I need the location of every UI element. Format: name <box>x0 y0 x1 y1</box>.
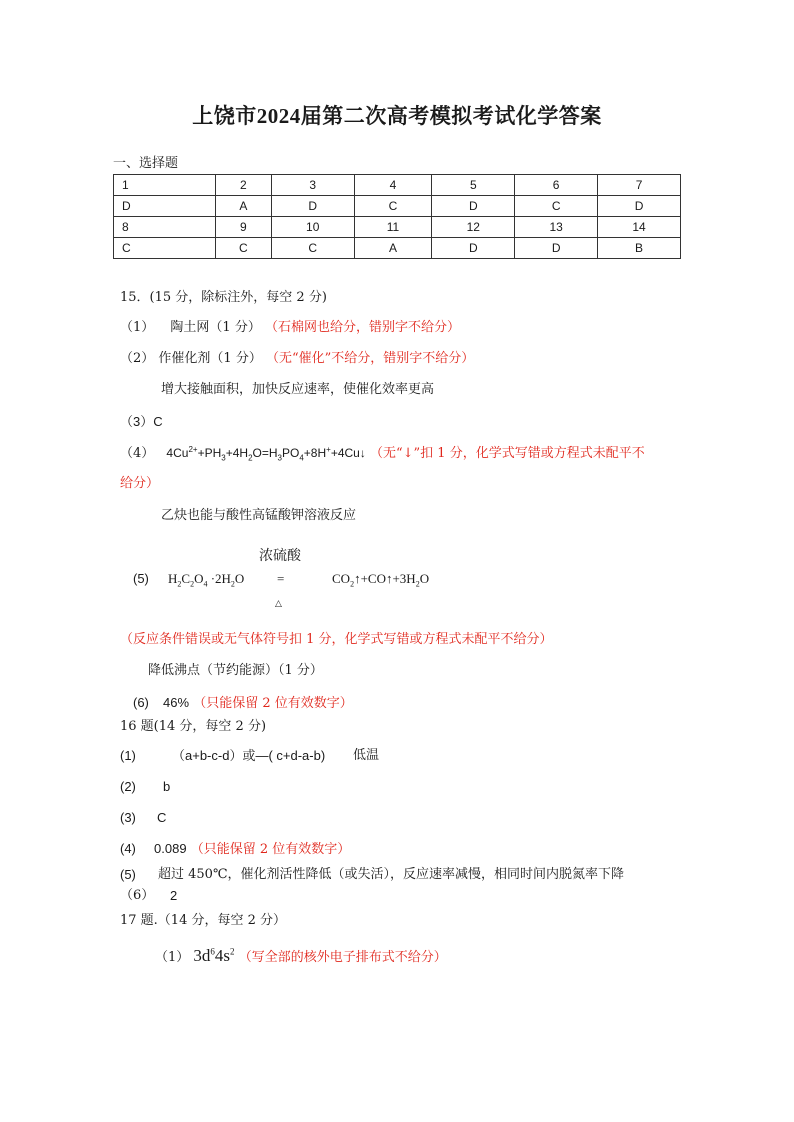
answer-table-cell: D <box>598 196 681 217</box>
q16-part1-answer2: 低温 <box>353 748 380 763</box>
q16-part1-answer: （a+b-c-d）或—( c+d-a-b) <box>172 748 326 763</box>
answer-table-cell: 8 <box>114 217 216 238</box>
q15-part5-label: (5) <box>133 571 149 586</box>
answer-table-cell: C <box>515 196 598 217</box>
q15-part1-answer: 陶土网（1 分） <box>170 320 261 335</box>
answer-table-cell: 5 <box>432 175 515 196</box>
q16-part6-answer: 2 <box>170 888 178 903</box>
q16-part3-label: (3) <box>120 810 136 825</box>
q15-part6-label: (6) <box>133 695 149 710</box>
q16-part6-label: （6） <box>120 888 155 903</box>
answer-table <box>113 174 681 259</box>
q16-part4-label: (4) <box>120 841 136 856</box>
answer-table-cell: 11 <box>354 217 432 238</box>
q15-part6 <box>133 695 353 712</box>
q15-part5-heat-symbol: △ <box>275 599 282 609</box>
answer-table-cell: 1 <box>114 175 216 196</box>
answer-table-cell: 4 <box>354 175 432 196</box>
answer-table-cell: 7 <box>598 175 681 196</box>
answer-table-row <box>114 175 681 196</box>
q15-part2-answer: 作催化剂（1 分） <box>158 351 262 366</box>
q16-part5-answer: 超过 450℃，催化剂活性降低（或失活），反应速率减慢，相同时间内脱氮率下降 <box>158 867 624 882</box>
answer-table-cell: A <box>215 196 271 217</box>
q15-part4-line2: 乙炔也能与酸性高锰酸钾溶液反应 <box>161 508 357 523</box>
answer-table-cell: 6 <box>515 175 598 196</box>
q15-part5-note: （反应条件错误或无气体符号扣 1 分，化学式写错或方程式未配平不给分） <box>120 632 553 647</box>
answer-table-cell: D <box>515 238 598 259</box>
q16-part1-label: (1) <box>120 748 136 763</box>
q15-part4-note: （无“↓”扣 1 分，化学式写错或方程式未配平不 <box>369 446 645 461</box>
q17-part1-label: （1） <box>155 950 190 965</box>
q16-part4 <box>120 841 350 858</box>
q15-part2-label: （2） <box>120 351 155 366</box>
q15-part4-equation: $4Cu^{2+}+PH_3+4H_2O=H_3PO_4+8H^++4Cu↓$ <box>166 445 366 463</box>
answer-table-cell: D <box>432 238 515 259</box>
q15-part1 <box>120 320 460 336</box>
q15-part4-label: （4） <box>120 446 155 461</box>
q15-part1-note: （石棉网也给分，错别字不给分） <box>264 320 460 335</box>
answer-table-cell: 13 <box>515 217 598 238</box>
q15-part4 <box>120 445 645 462</box>
q17-part1 <box>155 948 447 966</box>
q15-part5-condition-top: 浓硫酸 <box>259 548 301 564</box>
answer-table-cell: 3 <box>271 175 354 196</box>
q17-part1-answer: $3d^64s^2$ <box>193 946 235 965</box>
answer-table-cell: 12 <box>432 217 515 238</box>
answer-table-cell: C <box>271 238 354 259</box>
answer-table-cell: C <box>114 238 216 259</box>
q15-header: 15．(15 分，除标注外，每空 2 分) <box>120 290 327 305</box>
q15-part5-equals: = <box>277 571 285 586</box>
answer-table-cell: D <box>114 196 216 217</box>
q15-part5-line2: 降低沸点（节约能源）（1 分） <box>148 663 323 678</box>
answer-table-cell: 10 <box>271 217 354 238</box>
q16-part2-answer: b <box>163 779 171 794</box>
answer-table-row <box>114 196 681 217</box>
answer-table-cell: 9 <box>215 217 271 238</box>
answer-table-row <box>114 238 681 259</box>
q16-part4-note: （只能保留 2 位有效数字） <box>190 842 351 857</box>
q15-part5-products: $CO_2↑+CO↑+3H_2O$ <box>332 571 430 589</box>
q16-part4-value: 0.089 <box>154 841 187 856</box>
q15-part2 <box>120 351 474 367</box>
q16-header: 16 题(14 分，每空 2 分) <box>120 719 267 734</box>
page-title: 上饶市2024届第二次高考模拟考试化学答案 <box>192 104 602 128</box>
q15-part4-note-cont: 给分） <box>120 476 160 491</box>
q16-part3-answer: C <box>157 810 167 825</box>
q17-part1-note: （写全部的核外电子排布式不给分） <box>238 950 447 965</box>
answer-table-cell: C <box>354 196 432 217</box>
q15-part5-reactant: $H_2C_2O_4 \cdot 2H_2O$ <box>168 571 245 589</box>
q15-part3: （3）C <box>120 414 163 429</box>
q15-part2-note: （无“催化”不给分，错别字不给分） <box>265 351 475 366</box>
answer-table-cell: 14 <box>598 217 681 238</box>
q17-header: 17 题.（14 分，每空 2 分） <box>120 913 287 928</box>
q16-part5-label: (5) <box>120 867 136 882</box>
q15-part2-line2: 增大接触面积，加快反应速率，使催化效率更高 <box>161 382 435 397</box>
answer-table-cell: B <box>598 238 681 259</box>
q15-part6-value: 46% <box>163 695 190 710</box>
answer-table-cell: A <box>354 238 432 259</box>
q15-part6-note: （只能保留 2 位有效数字） <box>193 696 353 711</box>
answer-table-cell: D <box>432 196 515 217</box>
answer-table-row <box>114 217 681 238</box>
q16-part2-label: (2) <box>120 779 136 794</box>
answer-table-cell: 2 <box>215 175 271 196</box>
section-heading-choice: 一、选择题 <box>113 156 179 171</box>
answer-table-cell: D <box>271 196 354 217</box>
answer-table-cell: C <box>215 238 271 259</box>
q15-part1-label: （1） <box>120 320 155 335</box>
